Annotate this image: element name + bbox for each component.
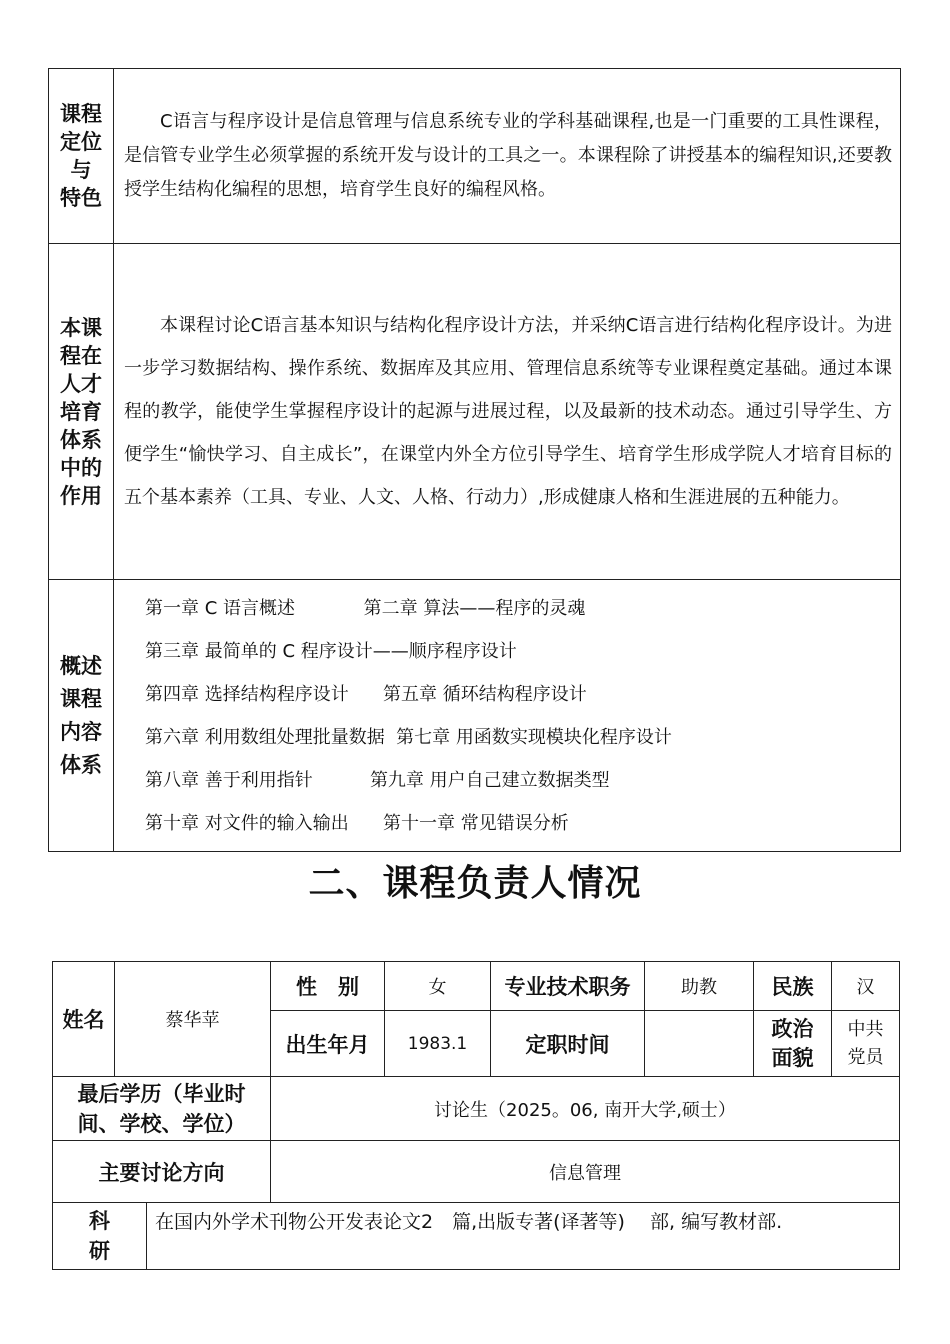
research-cell: [53, 1203, 900, 1270]
research-label-line: 研: [89, 1239, 110, 1263]
label-line: 程在: [60, 343, 102, 368]
section-title: 二、课程负责人情况: [308, 863, 642, 904]
chapter-line: 第四章 选择结构程序设计 第五章 循环结构程序设计: [145, 683, 587, 705]
course-role-row: [49, 244, 901, 580]
chapter-line: 第十章 对文件的输入输出 第十一章 常见错误分析: [145, 812, 569, 834]
gender-label: 性 别: [271, 962, 385, 1011]
political-label-line: 面貌: [771, 1045, 814, 1070]
research-direction-value: 信息管理: [271, 1141, 900, 1203]
appoint-value: [645, 1011, 754, 1077]
title-label: 专业技术职务: [491, 962, 645, 1011]
label-line: 培育: [60, 399, 102, 424]
political-value: [832, 1011, 900, 1077]
research-direction-label: 主要讨论方向: [53, 1141, 271, 1203]
label-line: 体系: [60, 427, 102, 452]
political-label-line: 政治: [771, 1016, 814, 1041]
research-value: 在国内外学术刊物公开发表论文2 篇,出版专著(译著等) 部, 编写教材部.: [155, 1211, 783, 1233]
label-line: 人才: [60, 371, 102, 396]
course-role-paragraph: 本课程讨论C语言基本知识与结构化程序设计方法，并采纳C语言进行结构化程序设计。为进一步学习数据结构、操作系统、数据库及其应用、管理信息系统等专业课程奠定基础。通过本课程的教学，能使学生掌握程序设计的起源与进展过程，以及最新的技术动态。通过引导学生、方便学生“愉快学习、自主成长”，在课堂内外全方位引导学生、培育学生形成学院人才培育目标的五个基本素养（工具、专业、人文、人格、行动力）,形成健康人格和生涯进展的五种能力。: [124, 315, 892, 508]
research-inner: [53, 1203, 899, 1269]
education-label-line: 间、学校、学位）: [77, 1111, 246, 1136]
course-positioning-label: [49, 69, 114, 244]
course-content-row: [49, 580, 901, 852]
course-positioning-row: [49, 69, 901, 244]
label-line: 定位: [60, 130, 102, 154]
label-line: 特色: [60, 186, 102, 210]
label-line: 与: [70, 158, 92, 182]
research-direction-row: [53, 1141, 900, 1203]
label-line: 中的: [60, 455, 102, 480]
birth-label: 出生年月: [271, 1011, 385, 1077]
chapter-line: 第三章 最简单的 C 程序设计——顺序程序设计: [145, 640, 517, 662]
political-value-line: 党员: [847, 1046, 884, 1068]
education-label: [53, 1077, 271, 1141]
label-line: 本课: [60, 315, 102, 340]
label-line: 作用: [60, 483, 102, 508]
chapter-line: 第一章 C 语言概述 第二章 算法——程序的灵魂: [145, 597, 586, 619]
course-info-table: [48, 68, 901, 852]
name-value: 蔡华苹: [115, 962, 271, 1077]
person-row-1: [53, 962, 900, 1011]
ethnicity-value: 汉: [832, 962, 900, 1011]
label-line: 内容: [60, 719, 102, 744]
research-label: [53, 1203, 147, 1269]
birth-value: 1983.1: [385, 1011, 491, 1077]
political-value-line: 中共: [847, 1018, 884, 1040]
title-value: 助教: [645, 962, 754, 1011]
research-label-line: 科: [89, 1209, 110, 1233]
course-role-text-cell: [114, 244, 901, 580]
label-line: 体系: [60, 752, 102, 777]
chapter-line: 第八章 善于利用指针 第九章 用户自己建立数据类型: [145, 769, 610, 791]
chapter-line: 第六章 利用数组处理批量数据 第七章 用函数实现模块化程序设计: [145, 726, 672, 748]
course-positioning-text-cell: [114, 69, 901, 244]
course-role-label: [49, 244, 114, 580]
education-value: 讨论生（2025。06, 南开大学,硕士）: [271, 1077, 900, 1141]
gender-value: 女: [385, 962, 491, 1011]
appoint-label: 定职时间: [491, 1011, 645, 1077]
course-lead-table: [52, 961, 900, 1270]
label-line: 课程: [60, 102, 102, 126]
label-line: 课程: [60, 686, 102, 711]
education-label-line: 最后学历（毕业时: [77, 1081, 246, 1106]
course-positioning-paragraph: C语言与程序设计是信息管理与信息系统专业的学科基础课程,也是一门重要的工具性课程，是信管专业学生必须掌握的系统开发与设计的工具之一。本课程除了讲授基本的编程知识,还要教授学生结构化编程的思想，培育学生良好的编程风格。: [124, 111, 892, 200]
name-label: 姓名: [53, 962, 115, 1077]
ethnicity-label: 民族: [754, 962, 832, 1011]
course-content-label: [49, 580, 114, 852]
political-label: [754, 1011, 832, 1077]
research-row: [53, 1203, 900, 1270]
label-line: 概述: [60, 653, 102, 678]
education-row: [53, 1077, 900, 1141]
chapter-list-cell: [114, 580, 901, 852]
